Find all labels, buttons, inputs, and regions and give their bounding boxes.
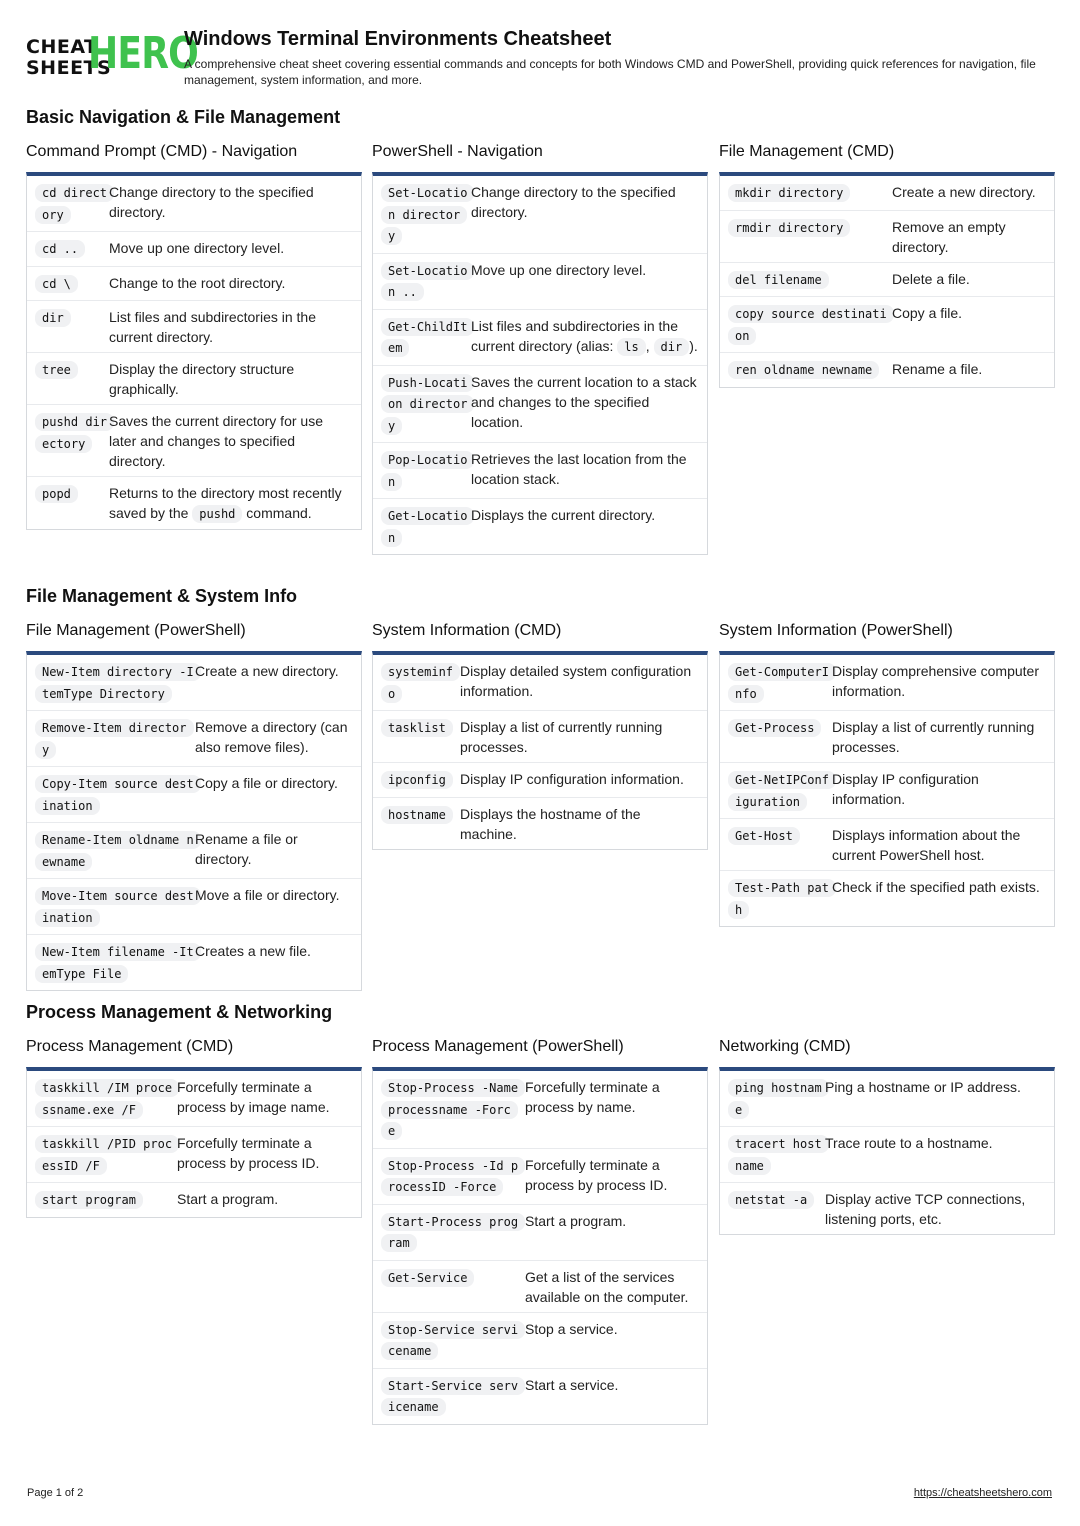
command-code: cd .. bbox=[35, 240, 85, 258]
command-code: Get-ComputerInfo bbox=[728, 663, 836, 703]
table-row bbox=[373, 1205, 707, 1261]
table-row bbox=[373, 711, 707, 763]
website-link[interactable]: https://cheatsheetshero.com bbox=[913, 1487, 1052, 1499]
command-code: Get-Location bbox=[381, 507, 474, 547]
table-row bbox=[373, 443, 707, 499]
command-code: netstat -a bbox=[728, 1191, 814, 1209]
page-subtitle: A comprehensive cheat sheet covering essential commands and concepts for both Windows CMD and PowerShell, providing quick references for navigation, file management, system information, and more. bbox=[184, 57, 1036, 87]
table-row bbox=[373, 254, 707, 310]
command-code: Set-Location .. bbox=[381, 262, 474, 302]
table-row bbox=[373, 499, 707, 554]
command-description: Start a program. bbox=[525, 1212, 627, 1229]
command-description: Change to the root directory. bbox=[109, 274, 286, 291]
card-title-cmd-navigation: Command Prompt (CMD) - Navigation bbox=[26, 143, 298, 160]
card-title-cmd-networking: Networking (CMD) bbox=[719, 1038, 851, 1055]
command-code: pushd directory bbox=[35, 413, 114, 453]
card-title-ps-file-management: File Management (PowerShell) bbox=[26, 622, 246, 639]
command-code: Get-Service bbox=[381, 1269, 474, 1287]
table-row bbox=[27, 176, 361, 232]
command-description: Saves the current location to a stack and changes to the specified location. bbox=[471, 373, 697, 430]
table-row bbox=[373, 763, 707, 798]
command-description: Move up one directory level. bbox=[471, 261, 647, 278]
table-row bbox=[27, 267, 361, 302]
card-cmd-file-management bbox=[719, 172, 1055, 388]
table-row bbox=[720, 297, 1054, 353]
table-row bbox=[27, 1183, 361, 1217]
card-title-cmd-process: Process Management (CMD) bbox=[26, 1038, 234, 1055]
logo-cheat-text: CHEAT bbox=[26, 36, 98, 58]
command-code: Get-Process bbox=[728, 719, 821, 737]
command-code: taskkill /IM processname.exe /F bbox=[35, 1079, 179, 1119]
command-description: Display active TCP connections, listening ports, etc. bbox=[825, 1191, 1026, 1227]
command-description: Copy a file or directory. bbox=[195, 775, 338, 791]
command-description: Check if the specified path exists. bbox=[832, 879, 1040, 895]
table-row bbox=[720, 263, 1054, 298]
command-code: Push-Location directory bbox=[381, 374, 474, 435]
table-row bbox=[27, 823, 361, 879]
command-description: Forcefully terminate a process by process ID. bbox=[525, 1156, 668, 1193]
command-code: Copy-Item source destination bbox=[35, 775, 201, 815]
card-cmd-networking bbox=[719, 1067, 1055, 1235]
card-title-ps-process: Process Management (PowerShell) bbox=[372, 1038, 624, 1055]
command-description: List files and subdirectories in the current directory (alias: ls , dir ). bbox=[471, 317, 698, 354]
command-description: Stop a service. bbox=[525, 1320, 618, 1337]
table-row bbox=[373, 1261, 707, 1313]
command-description: List files and subdirectories in the current directory. bbox=[109, 309, 316, 345]
card-ps-file-management bbox=[26, 651, 362, 991]
command-code: cd \ bbox=[35, 275, 78, 293]
table-row bbox=[27, 405, 361, 477]
command-code: hostname bbox=[381, 806, 453, 824]
command-code: del filename bbox=[728, 271, 829, 289]
table-row bbox=[27, 232, 361, 267]
page-title: Windows Terminal Environments Cheatsheet bbox=[184, 28, 612, 50]
command-description: Display IP configuration information. bbox=[832, 771, 979, 807]
command-code: New-Item directory -ItemType Directory bbox=[35, 663, 201, 703]
card-title-cmd-system-info: System Information (CMD) bbox=[372, 622, 562, 639]
table-row bbox=[373, 1071, 707, 1149]
card-cmd-navigation bbox=[26, 172, 362, 530]
command-description: Ping a hostname or IP address. bbox=[825, 1079, 1021, 1095]
table-row bbox=[720, 655, 1054, 711]
table-row bbox=[27, 711, 361, 767]
command-description: Start a service. bbox=[525, 1376, 619, 1393]
command-code: taskkill /PID processID /F bbox=[35, 1135, 179, 1175]
command-code: systeminfo bbox=[381, 663, 460, 703]
table-row bbox=[27, 655, 361, 711]
command-code: Set-Location directory bbox=[381, 184, 474, 245]
command-description: Display a list of currently running processes. bbox=[832, 719, 1035, 755]
command-code: Pop-Location bbox=[381, 451, 474, 491]
command-code: Get-Host bbox=[728, 827, 800, 845]
table-row bbox=[720, 211, 1054, 263]
command-description: Rename a file or directory. bbox=[195, 831, 298, 867]
table-row bbox=[27, 879, 361, 935]
command-description: Copy a file. bbox=[892, 305, 963, 321]
command-description: Forcefully terminate a process by process ID. bbox=[177, 1135, 320, 1171]
command-description: Display comprehensive computer information. bbox=[832, 663, 1039, 699]
command-code: cd directory bbox=[35, 184, 114, 224]
table-row bbox=[373, 798, 707, 849]
command-code: tracert hostname bbox=[728, 1135, 829, 1175]
command-code: Start-Service servicename bbox=[381, 1377, 525, 1417]
table-row bbox=[720, 763, 1054, 819]
table-row bbox=[27, 935, 361, 990]
command-description: Retrieves the last location from the location stack. bbox=[471, 451, 687, 487]
command-description: Create a new directory. bbox=[195, 663, 339, 679]
command-description: Returns to the directory most recently saved by the pushd command. bbox=[109, 485, 342, 521]
command-code: Get-ChildItem bbox=[381, 318, 474, 358]
command-code: Rename-Item oldname newname bbox=[35, 831, 201, 871]
command-code: Start-Process program bbox=[381, 1213, 525, 1253]
command-code: copy source destination bbox=[728, 305, 894, 345]
table-row bbox=[27, 353, 361, 405]
inline-code: dir bbox=[654, 338, 690, 356]
table-row bbox=[27, 1071, 361, 1127]
page-number: Page 1 of 2 bbox=[27, 1487, 84, 1499]
table-row bbox=[373, 1149, 707, 1205]
table-row bbox=[720, 1183, 1054, 1234]
table-row bbox=[27, 767, 361, 823]
table-row bbox=[373, 1313, 707, 1369]
section-title-navigation: Basic Navigation & File Management bbox=[26, 107, 341, 127]
card-title-cmd-file-management: File Management (CMD) bbox=[719, 143, 895, 160]
table-row bbox=[373, 366, 707, 444]
card-cmd-process bbox=[26, 1067, 362, 1218]
command-description: Saves the current directory for use later and changes to specified directory. bbox=[109, 413, 323, 469]
table-row bbox=[720, 871, 1054, 926]
table-row bbox=[720, 1127, 1054, 1183]
card-ps-navigation bbox=[372, 172, 708, 555]
command-description: Display a list of currently running processes. bbox=[460, 719, 663, 755]
table-row bbox=[720, 819, 1054, 871]
inline-code: ls bbox=[617, 338, 645, 356]
command-code: ping hostname bbox=[728, 1079, 829, 1119]
table-row bbox=[27, 477, 361, 529]
card-title-ps-navigation: PowerShell - Navigation bbox=[372, 143, 543, 160]
command-description: Trace route to a hostname. bbox=[825, 1135, 993, 1151]
table-row bbox=[720, 353, 1054, 387]
table-row bbox=[373, 310, 707, 366]
table-row bbox=[27, 301, 361, 353]
page-header bbox=[26, 28, 1056, 92]
command-code: mkdir directory bbox=[728, 184, 850, 202]
card-cmd-system-info bbox=[372, 651, 708, 850]
command-description: Forcefully terminate a process by image name. bbox=[177, 1079, 330, 1115]
card-title-ps-system-info: System Information (PowerShell) bbox=[719, 622, 953, 639]
command-code: dir bbox=[35, 309, 71, 327]
command-code: ren oldname newname bbox=[728, 361, 879, 379]
command-description: Displays information about the current PowerShell host. bbox=[832, 827, 1021, 863]
cheatsheetshero-logo[interactable] bbox=[26, 28, 199, 80]
command-code: tree bbox=[35, 361, 78, 379]
command-description: Display the directory structure graphically. bbox=[109, 361, 295, 397]
command-code: Test-Path path bbox=[728, 879, 836, 919]
command-code: tasklist bbox=[381, 719, 453, 737]
command-code: Stop-Process -Name processname -Force bbox=[381, 1079, 525, 1140]
table-row bbox=[720, 1071, 1054, 1127]
command-description: Displays the current directory. bbox=[471, 507, 656, 523]
card-ps-process bbox=[372, 1067, 708, 1425]
command-description: Displays the hostname of the machine. bbox=[460, 805, 641, 842]
command-code: Get-NetIPConfiguration bbox=[728, 771, 836, 811]
command-description: Get a list of the services available on the computer. bbox=[525, 1268, 689, 1305]
command-code: New-Item filename -ItemType File bbox=[35, 943, 201, 983]
section-title-system-info: File Management & System Info bbox=[26, 586, 298, 606]
command-description: Display detailed system configuration information. bbox=[460, 663, 692, 699]
table-row bbox=[720, 711, 1054, 763]
command-description: Start a program. bbox=[177, 1191, 279, 1207]
command-code: Remove-Item directory bbox=[35, 719, 194, 759]
command-description: Creates a new file. bbox=[195, 943, 311, 959]
command-description: Move up one directory level. bbox=[109, 240, 285, 256]
table-row bbox=[373, 176, 707, 254]
inline-code: pushd bbox=[192, 505, 242, 523]
command-code: start program bbox=[35, 1191, 143, 1209]
table-row bbox=[720, 176, 1054, 211]
command-description: Create a new directory. bbox=[892, 184, 1036, 200]
command-code: rmdir directory bbox=[728, 219, 850, 237]
command-description: Rename a file. bbox=[892, 361, 983, 377]
command-code: Stop-Service servicename bbox=[381, 1321, 525, 1361]
table-row bbox=[373, 655, 707, 711]
logo-sheets-text: SHEETS bbox=[26, 57, 112, 79]
card-ps-system-info bbox=[719, 651, 1055, 927]
command-code: Move-Item source destination bbox=[35, 887, 201, 927]
command-description: Remove an empty directory. bbox=[892, 218, 1006, 255]
command-description: Delete a file. bbox=[892, 270, 970, 287]
table-row bbox=[373, 1369, 707, 1424]
command-description: Change directory to the specified directory. bbox=[471, 184, 676, 220]
command-description: Display IP configuration information. bbox=[460, 771, 684, 787]
logo-hero-text: HERO bbox=[88, 28, 199, 79]
command-description: Remove a directory (can also remove files). bbox=[195, 719, 348, 755]
command-description: Forcefully terminate a process by name. bbox=[525, 1079, 660, 1115]
command-description: Move a file or directory. bbox=[195, 887, 340, 903]
command-code: popd bbox=[35, 485, 78, 503]
table-row bbox=[27, 1127, 361, 1183]
command-code: Stop-Process -Id processID -Force bbox=[381, 1157, 525, 1197]
command-code: ipconfig bbox=[381, 771, 453, 789]
section-title-process-networking: Process Management & Networking bbox=[26, 1002, 333, 1022]
command-description: Change directory to the specified directory. bbox=[109, 184, 314, 220]
